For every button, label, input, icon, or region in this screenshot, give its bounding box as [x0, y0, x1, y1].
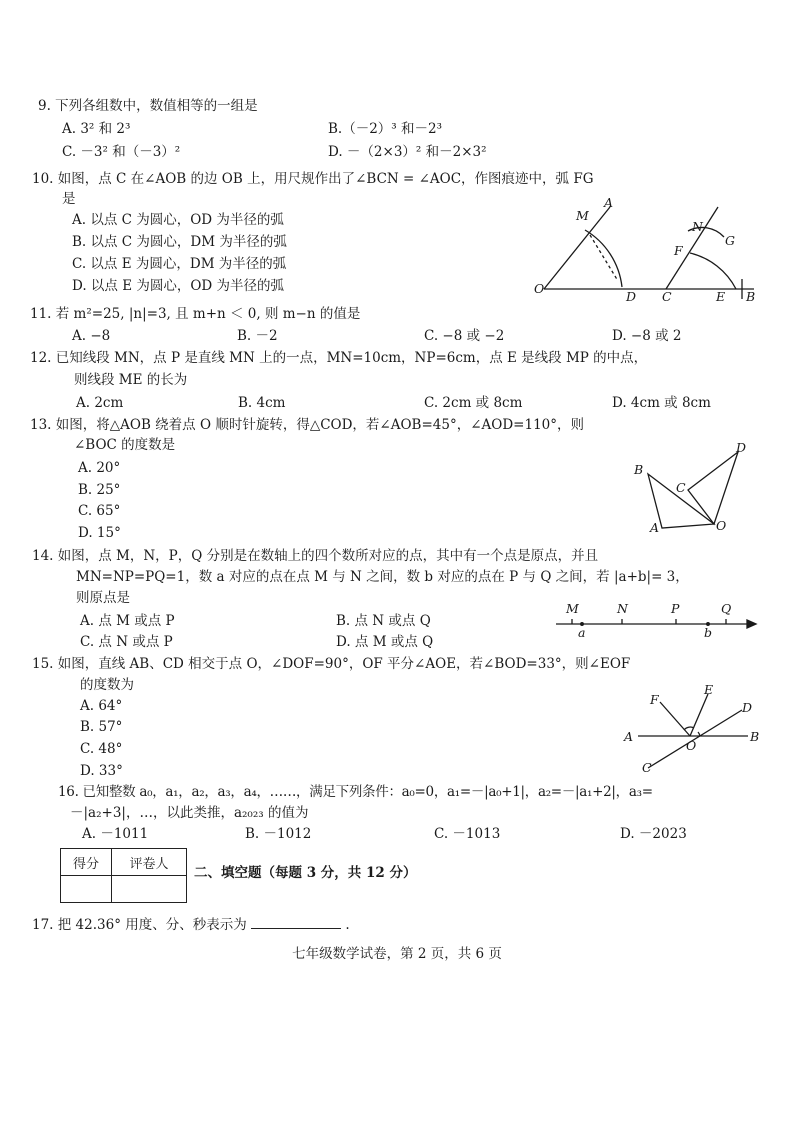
q16-stem-line1: 16. 已知整数 a₀，a₁，a₂，a₃，a₄，……，满足下列条件：a₀=0，a₁=－|a₀+1|，a₂=－|a₁+2|，a₃=: [58, 784, 653, 800]
q15-option-a: A. 64°: [80, 698, 123, 714]
q16-option-a: A. －1011: [82, 826, 149, 842]
q10-label-d: D: [626, 289, 637, 304]
q10-option-c: C. 以点 E 为圆心，DM 为半径的弧: [72, 256, 287, 272]
q10-option-d: D. 以点 E 为圆心，OD 为半径的弧: [72, 278, 285, 294]
q14-label-q: Q: [721, 601, 732, 616]
q14-option-b: B. 点 N 或点 Q: [336, 613, 431, 629]
q13-label-c: C: [676, 480, 686, 495]
q10-arc-ed: [690, 253, 736, 289]
q14-label-p: P: [671, 601, 680, 616]
q10-stem-line2: 是: [62, 191, 76, 207]
q9-option-c: C. －3² 和（－3）²: [62, 144, 181, 160]
q10-option-b: B. 以点 C 为圆心，DM 为半径的弧: [72, 234, 287, 250]
q17-line: [32, 914, 350, 934]
q13-option-b: B. 25°: [78, 482, 121, 498]
q10-figure: [528, 195, 758, 307]
q12-stem-line2: 则线段 ME 的长为: [74, 372, 188, 388]
q16-option-d: D. －2023: [620, 826, 687, 842]
q12-option-a: A. 2cm: [76, 395, 124, 411]
q13-option-a: A. 20°: [78, 460, 121, 476]
q13-stem-line1: 13. 如图，将△AOB 绕着点 O 顺时针旋转，得△COD，若∠AOB=45°，∠AOD=110°，则: [30, 417, 584, 433]
q10-label-m: M: [576, 208, 589, 223]
q10-label-b: B: [746, 289, 756, 304]
q15-option-c: C. 48°: [80, 741, 123, 757]
q15-label-c: C: [642, 760, 652, 775]
page-footer: 七年级数学试卷，第 2 页，共 6 页: [292, 946, 502, 962]
q15-label-o: O: [686, 738, 697, 753]
q15-ray-oe: [690, 694, 708, 736]
q9-option-b: B.（－2）³ 和－2³: [328, 121, 443, 137]
q13-figure: [626, 440, 756, 540]
q14-option-d: D. 点 M 或点 Q: [336, 634, 434, 650]
section2-title: 二、填空题（每题 3 分，共 12 分）: [194, 865, 417, 881]
q16-stem-line2: －|a₂+3|，…，以此类推，a₂₀₂₃ 的值为: [70, 805, 309, 821]
q10-label-a: A: [604, 195, 614, 210]
q9-stem: 9. 下列各组数中，数值相等的一组是: [38, 98, 258, 114]
q13-label-o: O: [716, 518, 727, 533]
q14-label-b: b: [704, 625, 713, 640]
q10-label-o: O: [534, 281, 545, 296]
q11-option-c: C. −8 或 −2: [424, 328, 505, 344]
q15-figure: [620, 680, 766, 776]
q13-stem-line2: ∠BOC 的度数是: [74, 437, 176, 453]
q10-label-n: N: [692, 219, 703, 234]
q16-option-c: C. －1013: [434, 826, 501, 842]
q15-stem-line1: 15. 如图，直线 AB、CD 相交于点 O，∠DOF=90°，OF 平分∠AOE，若∠BOD=33°，则∠EOF: [32, 656, 631, 672]
q12-option-c: C. 2cm 或 8cm: [424, 395, 523, 411]
q14-label-a: a: [578, 625, 586, 640]
q13-option-d: D. 15°: [78, 525, 121, 541]
q10-dashed-md: [590, 235, 618, 281]
q15-label-d: D: [742, 700, 753, 715]
score-cell: [61, 876, 112, 903]
q15-label-f: F: [650, 692, 659, 707]
q14-label-n: N: [617, 601, 628, 616]
grader-cell: [112, 876, 187, 903]
q15-stem-line2: 的度数为: [80, 677, 134, 693]
q13-option-c: C. 65°: [78, 503, 121, 519]
q12-stem-line1: 12. 已知线段 MN，点 P 是直线 MN 上的一点，MN=10cm，NP=6cm，点 E 是线段 MP 的中点，: [30, 350, 648, 366]
q14-stem-line1: 14. 如图，点 M，N，P，Q 分别是在数轴上的四个数所对应的点，其中有一个点是原点，并且: [32, 548, 599, 564]
q13-label-d: D: [736, 440, 747, 455]
q14-label-m: M: [566, 601, 579, 616]
q11-option-a: A. −8: [72, 328, 111, 344]
q13-label-a: A: [650, 520, 660, 535]
q17-answer-blank: [251, 914, 341, 929]
q13-label-b: B: [634, 462, 644, 477]
q17-end: .: [345, 917, 350, 933]
grader-label: 评卷人: [112, 849, 187, 876]
q14-stem-line3: 则原点是: [76, 590, 130, 606]
score-label: 得分: [61, 849, 112, 876]
q10-option-a: A. 以点 C 为圆心，OD 为半径的弧: [72, 212, 284, 228]
q10-label-f: F: [674, 243, 683, 258]
q15-label-b: B: [750, 729, 760, 744]
score-table: [60, 848, 187, 903]
q15-label-a: A: [624, 729, 634, 744]
q15-label-e: E: [704, 682, 714, 697]
q9-option-d: D. －（2×3）² 和－2×3²: [328, 144, 487, 160]
q12-option-d: D. 4cm 或 8cm: [612, 395, 711, 411]
q12-option-b: B. 4cm: [238, 395, 286, 411]
q10-label-e: E: [716, 289, 726, 304]
q11-option-b: B. －2: [237, 328, 278, 344]
q15-option-b: B. 57°: [80, 719, 123, 735]
q10-label-g: G: [725, 233, 735, 248]
q17-stem: 17. 把 42.36° 用度、分、秒表示为: [32, 917, 247, 933]
q9-option-a: A. 3² 和 2³: [62, 121, 131, 137]
q14-number-line: [552, 598, 762, 642]
q13-triangle-cod: [688, 452, 738, 524]
q14-option-a: A. 点 M 或点 P: [80, 613, 175, 629]
q15-option-d: D. 33°: [80, 763, 123, 779]
q14-option-c: C. 点 N 或点 P: [80, 634, 173, 650]
q11-stem: 11. 若 m²=25, |n|=3, 且 m+n ＜ 0, 则 m−n 的值是: [30, 306, 361, 322]
q10-stem-line1: 10. 如图，点 C 在∠AOB 的边 OB 上，用尺规作出了∠BCN = ∠AOC，作图痕迹中，弧 FG: [32, 171, 594, 187]
q14-stem-line2: MN=NP=PQ=1，数 a 对应的点在点 M 与 N 之间，数 b 对应的点在 P 与 Q 之间，若 |a+b|= 3，: [76, 569, 689, 585]
q10-label-c: C: [662, 289, 672, 304]
q15-ray-of: [660, 702, 690, 736]
q11-option-d: D. −8 或 2: [612, 328, 682, 344]
q16-option-b: B. －1012: [245, 826, 312, 842]
